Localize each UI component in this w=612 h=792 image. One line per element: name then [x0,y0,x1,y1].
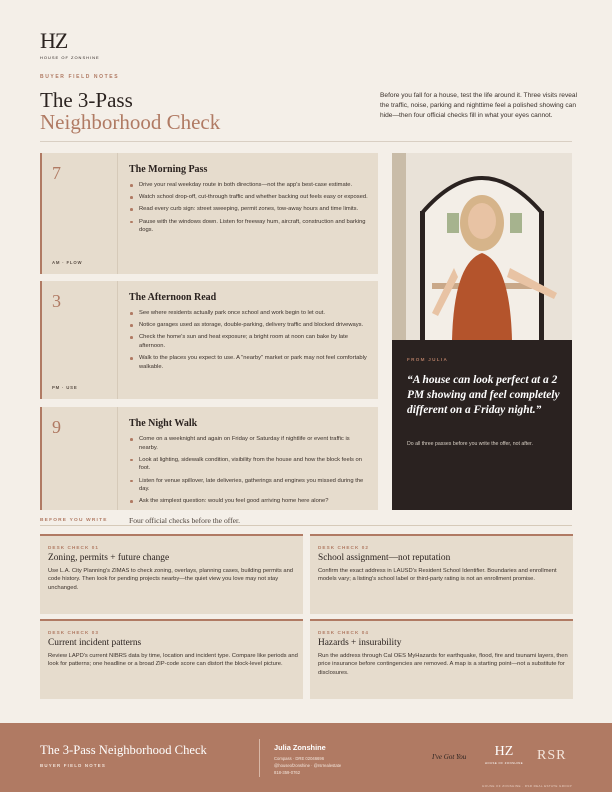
quote-footnote: Do all three passes before you write the offer, not after. [407,441,533,447]
footer-logo-sub: HOUSE OF ZONSHINE [484,761,524,765]
card-divider [117,281,118,399]
pass-number: 9 [52,417,61,437]
pass-title: The Night Walk [129,418,198,429]
list-item: Look at lighting, sidewalk condition, visibility from the house and how the block feels on foot. [139,456,369,473]
list-item: Read every curb sign: street sweeping, permit zones, tow-away hours and time limits. [139,205,369,214]
list-item: Drive your real weekday route in both directions—not the app's best-case estimate. [139,181,369,190]
desk-check-card [310,619,573,699]
agent-social: @houseofzonshine · @rsrrealestate [274,763,342,768]
desk-check-card [310,534,573,614]
footer-logo-mark: HZ [494,744,514,759]
intro-text: Before you fall for a house, test the life around it. Three visits reveal the traffic, noise, parking and nighttime feel a polished showing can hide—then four official checks fill in what your eyes cannot. [380,92,578,119]
list-item: Check the home's sun and heat exposure; a bright room at noon can bake by late afternoon. [139,333,369,350]
brand-logo [40,30,100,60]
quote-label: FROM JULIA [407,357,449,362]
logo-subtitle: HOUSE OF ZONSHINE [40,55,100,60]
desk-check-title: School assignment—not reputation [318,553,451,563]
desk-check-card [40,619,303,699]
list-item: Come on a weeknight and again on Friday or Saturday if nightlife or event traffic is nearby. [139,435,369,452]
logo-mark: HZ [40,28,68,53]
pass-title: The Afternoon Read [129,292,217,303]
desk-check-body: Review LAPD's current NIBRS data by time, location and incident type. Compare like periods and look for patterns; one headline or a broad ZIP-code score can distort the block-level picture. [48,653,298,668]
desk-check-body: Use L.A. City Planning's ZIMAS to check zoning, overlays, planning cases, building permits and code history. Then look for pending projects nearby—the quiet view you love may not stay unchanged. [48,568,294,591]
desk-check-card [40,534,303,614]
page-title-line2: Neighborhood Check [40,110,221,134]
desk-check-title: Zoning, permits + future change [48,553,170,563]
footer-logo [484,745,524,765]
card-divider [117,407,118,510]
section-label: BEFORE YOU WRITE [40,518,108,523]
footer-fineprint: HOUSE OF ZONSHINE · RSR REAL ESTATE GROUP [482,784,572,788]
rsr-logo: RSR [537,748,567,763]
list-item: Pause with the windows down. Listen for freeway hum, aircraft, construction and barking dogs. [139,218,369,235]
eyebrow: BUYER FIELD NOTES [40,74,120,80]
footer [0,723,612,792]
agent-photo-illustration [392,153,572,340]
card-divider [117,153,118,274]
list-item: See where residents actually park once school and work begin to let out. [139,309,369,318]
pass-list [139,435,369,510]
section-subtitle: Four official checks before the offer. [129,516,241,525]
desk-check-body: Run the address through Cal OES MyHazards for earthquake, flood, fire and tsunami layers, then price insurance before contingencies are removed. A map is a starting point—not a substitute for disclosures. [318,653,568,676]
pass-list [139,309,369,375]
desk-check-title: Hazards + insurability [318,638,402,648]
footer-subtitle: BUYER FIELD NOTES [40,763,107,768]
agent-license: Compass · DRE 02046696 [274,756,325,761]
pass-card-morning [40,153,378,274]
pass-tag: AM · FLOW [52,260,83,265]
pass-list [139,181,369,238]
list-item: Walk to the places you expect to use. A "nearby" market or park may not feel comfortably walkable. [139,354,369,371]
desk-check-label: DESK CHECK 03 [48,630,100,635]
footer-tagline: I've Got You [432,753,467,761]
desk-check-label: DESK CHECK 02 [318,545,370,550]
section-divider [40,525,572,526]
list-item: Listen for venue spillover, late deliveries, gatherings and engines you missed during the day. [139,477,369,494]
desk-check-label: DESK CHECK 04 [318,630,370,635]
quote-text: “A house can look perfect at a 2 PM showing and feel completely different on a Friday night.” [407,374,560,416]
footer-title: The 3-Pass Neighborhood Check [40,743,207,757]
desk-check-label: DESK CHECK 01 [48,545,100,550]
pass-card-night [40,407,378,510]
pass-title: The Morning Pass [129,164,208,175]
pass-number: 7 [52,163,61,183]
list-item: Watch school drop-off, cut-through traffic and whether backing out feels easy or exposed. [139,194,368,201]
desk-check-title: Current incident patterns [48,638,142,648]
agent-phone: 818-359-0762 [274,770,301,775]
header-divider [40,141,572,142]
list-item: Notice garages used as storage, double-parking, delivery traffic and blocked driveways. [139,321,369,330]
page-title-line1: The 3-Pass [40,88,133,112]
footer-divider [259,739,260,777]
pass-tag: PM · USE [52,385,78,390]
pass-number: 3 [52,291,61,311]
desk-check-body: Confirm the exact address in LAUSD's Resident School Identifier. Boundaries and enrollment models vary; a listing's school label or third-party rating is not an enrollment promise. [318,568,557,583]
pass-card-afternoon [40,281,378,399]
list-item: Ask the simplest question: would you feel good arriving home here alone? [139,497,369,506]
agent-name: Julia Zonshine [274,743,326,752]
agent-photo [392,153,572,340]
quote-panel [392,340,572,510]
